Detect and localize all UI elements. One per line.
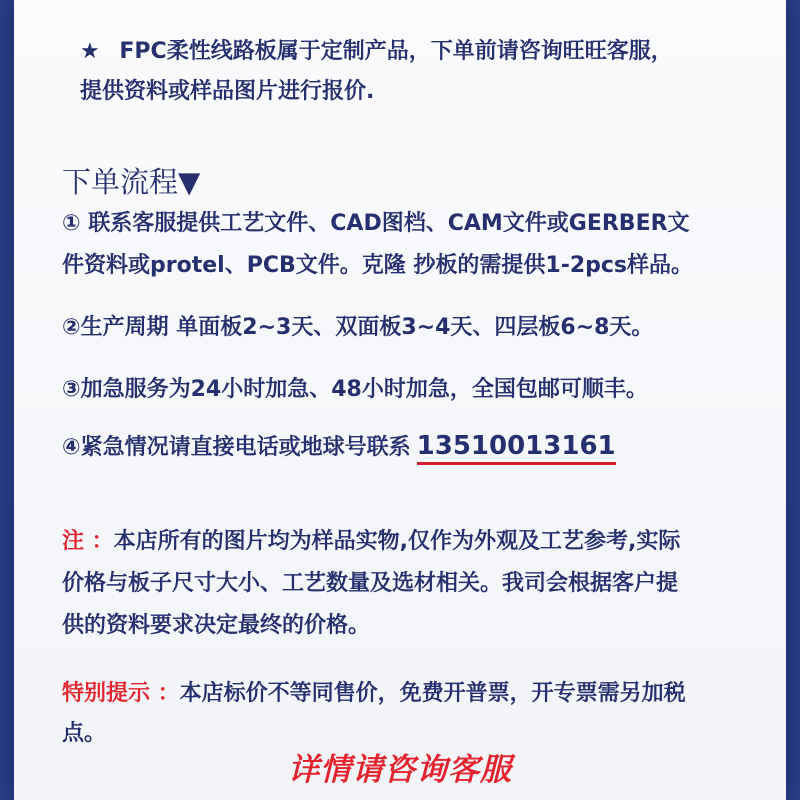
step-1-line-2: 件资料或protel、PCB文件。克隆 抄板的需提供1-2pcs样品。 [62,253,694,278]
note-text-1: 本店所有的图片均为样品实物,仅作为外观及工艺参考,实际 [113,529,681,554]
note-line-1 [62,524,680,555]
step-3: ③加急服务为24小时加急、48小时加急，全国包邮可顺丰。 [62,377,648,402]
note-label: 注 ： [62,529,114,554]
footer-contact-service: 详情请咨询客服 [288,752,512,788]
tip-line-2: 点。 [62,721,107,746]
step-4-text: ④紧急情况请直接电话或地球号联系 [62,435,411,460]
step-1-line-1: ① 联系客服提供工艺文件、CAD图档、CAM文件或GERBER文 [62,211,690,236]
tip-text-1: 本店标价不等同售价，免费开普票，开专票需另加税 [179,681,686,706]
tip-label: 特别提示 ： [62,681,180,706]
info-panel [14,0,786,800]
intro-line-1 [80,34,673,65]
process-heading: 下单流程▼ [62,165,201,199]
star-icon: ★ [80,39,100,64]
note-line-2: 价格与板子尺寸大小、工艺数量及选材相关。我司会根据客户提 [62,571,679,596]
phone-number: 13510013161 [417,431,616,465]
step-2: ②生产周期 单面板2~3天、双面板3~4天、四层板6~8天。 [62,315,654,340]
intro-text-1: FPC柔性线路板属于定制产品，下单前请咨询旺旺客服， [119,39,673,64]
note-line-3: 供的资料要求决定最终的价格。 [62,613,371,638]
step-4 [62,430,616,461]
tip-line-1 [62,676,686,707]
intro-line-2: 提供资料或样品图片进行报价. [80,79,375,104]
